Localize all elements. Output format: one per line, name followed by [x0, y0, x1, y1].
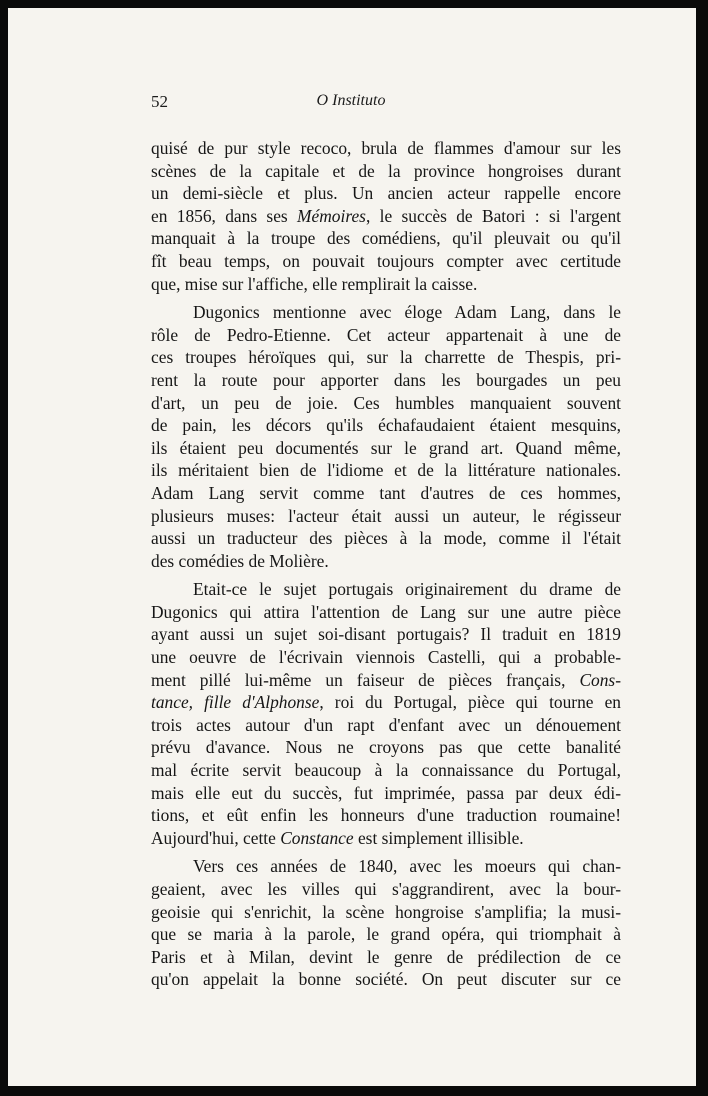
text-line: Adam Lang servit comme tant d'autres de ces hommes, — [151, 482, 621, 503]
text-line: Paris et à Milan, devint le genre de prédilection de ce — [151, 946, 621, 967]
text-line: tions, et eût enfin les honneurs d'une traduction roumaine! — [151, 805, 621, 826]
page-number: 52 — [151, 92, 168, 111]
text-line: rôle de Pedro-Etienne. Cet acteur appartenait à une de — [151, 324, 621, 345]
book-page — [8, 8, 696, 1086]
text-line: que, mise sur l'affiche, elle remplirait la caisse. — [151, 273, 478, 294]
text-line: des comédies de Molière. — [151, 550, 329, 571]
text-line: aussi un traducteur des pièces à la mode, comme il l'était — [151, 528, 621, 549]
text-line: manquait à la troupe des comédiens, qu'il pleuvait ou qu'il — [151, 228, 621, 249]
text-line: ils méritaient bien de l'idiome et de la littérature nationales. — [151, 460, 621, 481]
text-line: que se maria à la parole, le grand opéra, qui triomphait à — [151, 924, 621, 945]
running-title: O Instituto — [316, 92, 386, 109]
text-line: ayant aussi un sujet soi-disant portugais? Il traduit en 1819 — [151, 624, 621, 645]
text-line: Dugonics qui attira l'attention de Lang sur une autre pièce — [151, 601, 621, 622]
text-line: Vers ces années de 1840, avec les moeurs qui chan- — [193, 856, 621, 877]
text-line: plusieurs muses: l'acteur était aussi un auteur, le régisseur — [151, 505, 621, 526]
text-line: prévu d'avance. Nous ne croyons pas que cette banalité — [151, 737, 621, 758]
text-line: Dugonics mentionne avec éloge Adam Lang, dans le — [193, 302, 621, 323]
paragraph-1 — [151, 137, 621, 295]
text-line: rent la route pour apporter dans les bourgades un peu — [151, 369, 621, 390]
text-line: mal écrite servit beaucoup à la connaissance du Portugal, — [151, 760, 621, 781]
paragraph-2 — [151, 301, 621, 572]
text-line: ces troupes héroïques qui, sur la charrette de Thespis, pri- — [151, 347, 621, 368]
text-line: trois actes autour d'un rapt d'enfant avec un dénouement — [151, 714, 621, 735]
text-line: ment pillé lui-même un faiseur de pièces français, Cons- — [151, 669, 621, 690]
page-header — [151, 92, 491, 116]
text-line: scènes de la capitale et de la province hongroises durant — [151, 160, 621, 181]
text-line: de pain, les décors qu'ils échafaudaient étaient mesquins, — [151, 415, 621, 436]
body-text — [151, 137, 621, 991]
text-line: Aujourd'hui, cette Constance est simplement illisible. — [151, 827, 524, 848]
text-line: qu'on appelait la bonne société. On peut discuter sur ce — [151, 969, 621, 990]
text-line: tance, fille d'Alphonse, roi du Portugal, pièce qui tourne en — [151, 692, 621, 713]
text-line: en 1856, dans ses Mémoires, le succès de Batori : si l'argent — [151, 205, 621, 226]
paragraph-3 — [151, 578, 621, 849]
text-line: ils étaient peu documentés sur le grand art. Quand même, — [151, 437, 621, 458]
paragraph-4 — [151, 855, 621, 991]
text-line: quisé de pur style recoco, brula de flammes d'amour sur les — [151, 138, 621, 158]
text-line: mais elle eut du succès, fut imprimée, passa par deux édi- — [151, 782, 621, 803]
text-line: un demi-siècle et plus. Un ancien acteur rappelle encore — [151, 183, 621, 204]
text-line: une oeuvre de l'écrivain viennois Castelli, qui a probable- — [151, 647, 621, 668]
text-line: geaient, avec les villes qui s'aggrandirent, avec la bour- — [151, 879, 621, 899]
text-line: geoisie qui s'enrichit, la scène hongroise s'amplifia; la musi- — [151, 901, 621, 922]
text-line: d'art, un peu de joie. Ces humbles manquaient souvent — [151, 392, 621, 413]
text-line: fît beau temps, on pouvait toujours compter avec certitude — [151, 250, 621, 271]
text-line: Etait-ce le sujet portugais originairement du drame de — [193, 579, 621, 600]
